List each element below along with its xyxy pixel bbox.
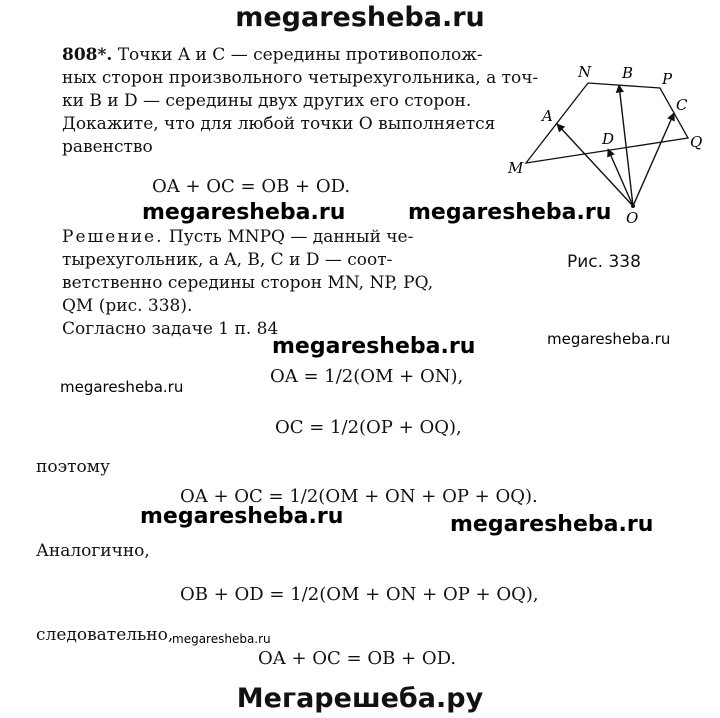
site-title: megaresheba.ru (235, 2, 485, 33)
site-footer: Мегарешеба.ру (236, 683, 484, 714)
watermark-3: megaresheba.ru (547, 330, 671, 348)
text-therefore: поэтому (36, 457, 110, 477)
problem-number: 808*. (62, 45, 113, 65)
main-equality: OA + OC = OB + OD. (152, 176, 351, 197)
watermark-6: megaresheba.ru (140, 504, 344, 529)
problem-line-4: Докажите, что для любой точки O выполняется (62, 114, 496, 134)
label-q: Q (690, 133, 703, 151)
watermark-7: megaresheba.ru (450, 512, 654, 537)
watermark-5: megaresheba.ru (60, 378, 184, 396)
problem-line-1 (62, 44, 483, 66)
formula-sum-2: OB + OD = 1/2(OM + ON + OP + OQ), (180, 584, 539, 605)
vector-ob (619, 85, 633, 206)
problem-line-5: равенство (62, 137, 153, 157)
watermark-2: megaresheba.ru (408, 200, 612, 225)
solution-text-1: Пусть MNPQ — данный че- (168, 227, 414, 247)
formula-final: OA + OC = OB + OD. (258, 648, 457, 669)
text-similarly: Аналогично, (36, 541, 150, 561)
solution-line-2: тырехугольник, а A, B, C и D — соот- (62, 250, 393, 270)
solution-line-4: QM (рис. 338). (62, 296, 193, 316)
label-p: P (662, 70, 673, 88)
solution-line-1 (62, 226, 413, 248)
label-a: A (542, 107, 553, 125)
label-d: D (602, 130, 615, 148)
figure-338 (498, 58, 720, 233)
problem-line-2: ных сторон произвольного четырехугольника, а точ- (62, 68, 539, 88)
formula-oa: OA = 1/2(OM + ON), (270, 366, 464, 387)
solution-line-5: Согласно задаче 1 п. 84 (62, 319, 279, 339)
solution-heading: Решение. (62, 227, 164, 247)
problem-text-1: Точки A и C — середины противополож- (117, 45, 483, 65)
watermark-1: megaresheba.ru (142, 200, 346, 225)
vector-oa (557, 124, 633, 206)
label-m: M (508, 159, 524, 177)
point-o (631, 204, 635, 208)
label-o: O (626, 209, 639, 227)
formula-oc: OC = 1/2(OP + OQ), (275, 417, 462, 438)
vector-oc (633, 113, 674, 206)
problem-line-3: ки B и D — середины двух других его сторон. (62, 91, 472, 111)
watermark-8: megaresheba.ru (172, 632, 271, 646)
text-hence: следовательно, (36, 625, 174, 645)
formula-sum-1: OA + OC = 1/2(OM + ON + OP + OQ). (180, 486, 538, 507)
figure-caption: Рис. 338 (567, 252, 641, 272)
watermark-4: megaresheba.ru (272, 334, 476, 359)
label-b: B (622, 64, 634, 82)
label-n: N (578, 63, 592, 81)
label-c: C (676, 96, 688, 114)
solution-line-3: ветственно середины сторон MN, NP, PQ, (62, 273, 434, 293)
